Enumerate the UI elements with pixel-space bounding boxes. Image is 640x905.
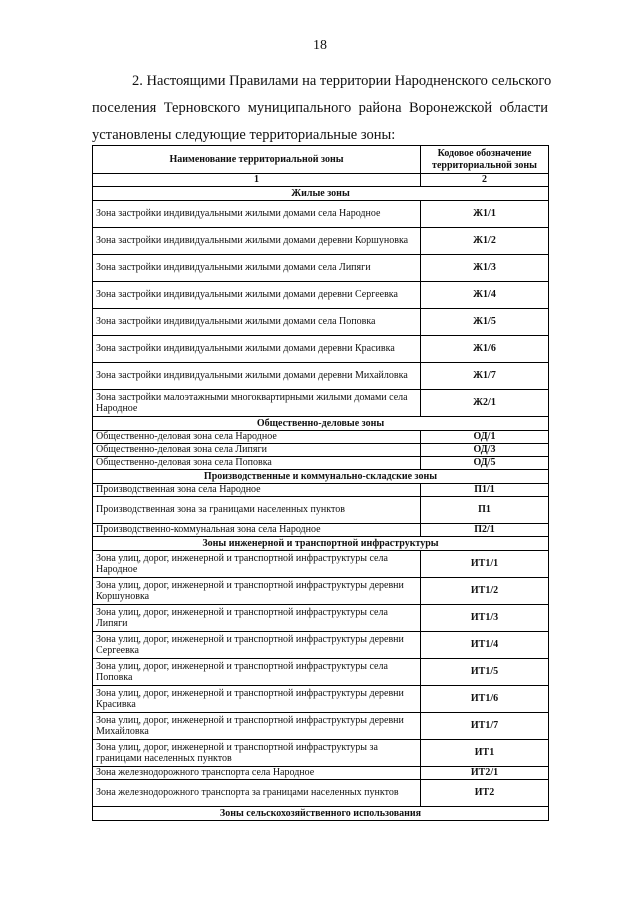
- table-row: [93, 659, 549, 686]
- intro-line: 2. Настоящими Правилами на территории Народненского сельского: [132, 73, 552, 89]
- zone-code-cell: ИТ1/2: [421, 578, 549, 605]
- territorial-zones-table: [92, 145, 549, 821]
- zone-name-cell: Зона железнодорожного транспорта села Народное: [93, 767, 421, 780]
- zone-code-cell: Ж1/1: [421, 201, 549, 228]
- zone-name-cell: Зона улиц, дорог, инженерной и транспортной инфраструктуры села Народное: [93, 551, 421, 578]
- intro-line: поселения Терновского муниципального района Воронежской области: [92, 100, 548, 116]
- section-title: Жилые зоны: [93, 187, 549, 201]
- table-row: [93, 282, 549, 309]
- zone-code-cell: ИТ1/1: [421, 551, 549, 578]
- zone-name-cell: Зона улиц, дорог, инженерной и транспортной инфраструктуры села Поповка: [93, 659, 421, 686]
- zone-code-cell: ОД/1: [421, 431, 549, 444]
- table-row: [93, 255, 549, 282]
- column-number-2: 2: [421, 174, 549, 187]
- table-row: [93, 686, 549, 713]
- zone-code-cell: ИТ1/6: [421, 686, 549, 713]
- zone-code-cell: Ж1/7: [421, 363, 549, 390]
- intro-line: установлены следующие территориальные зоны:: [92, 127, 396, 143]
- table-row: [93, 740, 549, 767]
- zone-code-cell: П1/1: [421, 484, 549, 497]
- zone-code-cell: Ж1/5: [421, 309, 549, 336]
- zone-code-cell: ОД/5: [421, 457, 549, 470]
- section-row: [93, 187, 549, 201]
- section-row: [93, 470, 549, 484]
- zone-code-cell: ИТ2/1: [421, 767, 549, 780]
- page-number: 18: [313, 38, 327, 53]
- section-title: Зоны инженерной и транспортной инфраструктуры: [93, 537, 549, 551]
- zone-name-cell: Зона улиц, дорог, инженерной и транспортной инфраструктуры деревни Коршуновка: [93, 578, 421, 605]
- table-row: [93, 309, 549, 336]
- table-row: [93, 457, 549, 470]
- header-zone-code: Кодовое обозначение территориальной зоны: [421, 146, 549, 174]
- column-number-row: [93, 174, 549, 187]
- table-row: [93, 780, 549, 807]
- zone-code-cell: ИТ2: [421, 780, 549, 807]
- table-row: [93, 336, 549, 363]
- table-row: [93, 767, 549, 780]
- zone-name-cell: Зона застройки индивидуальными жилыми домами деревни Михайловка: [93, 363, 421, 390]
- zone-name-cell: Зона застройки индивидуальными жилыми домами села Липяги: [93, 255, 421, 282]
- zone-code-cell: Ж1/3: [421, 255, 549, 282]
- zone-name-cell: Зона улиц, дорог, инженерной и транспортной инфраструктуры деревни Красивка: [93, 686, 421, 713]
- table-row: [93, 632, 549, 659]
- zone-name-cell: Зона улиц, дорог, инженерной и транспортной инфраструктуры деревни Сергеевка: [93, 632, 421, 659]
- table-row: [93, 551, 549, 578]
- zone-name-cell: Зона улиц, дорог, инженерной и транспортной инфраструктуры села Липяги: [93, 605, 421, 632]
- zone-name-cell: Зона застройки индивидуальными жилыми домами деревни Сергеевка: [93, 282, 421, 309]
- zone-name-cell: Общественно-деловая зона села Народное: [93, 431, 421, 444]
- table-row: [93, 444, 549, 457]
- zone-name-cell: Зона застройки малоэтажными многоквартирными жилыми домами села Народное: [93, 390, 421, 417]
- zone-code-cell: Ж1/6: [421, 336, 549, 363]
- zone-code-cell: П2/1: [421, 524, 549, 537]
- zone-name-cell: Зона улиц, дорог, инженерной и транспортной инфраструктуры за границами населенных пунктов: [93, 740, 421, 767]
- zone-code-cell: ОД/3: [421, 444, 549, 457]
- zone-code-cell: ИТ1/5: [421, 659, 549, 686]
- table-row: [93, 228, 549, 255]
- table-row: [93, 524, 549, 537]
- table-row: [93, 605, 549, 632]
- table-row: [93, 201, 549, 228]
- section-row: [93, 537, 549, 551]
- header-zone-name: Наименование территориальной зоны: [93, 146, 421, 174]
- table-header-row: [93, 146, 549, 174]
- zone-code-cell: П1: [421, 497, 549, 524]
- zone-name-cell: Зона застройки индивидуальными жилыми домами села Народное: [93, 201, 421, 228]
- zone-name-cell: Зона застройки индивидуальными жилыми домами села Поповка: [93, 309, 421, 336]
- zone-code-cell: ИТ1/4: [421, 632, 549, 659]
- table-row: [93, 390, 549, 417]
- table-row: [93, 578, 549, 605]
- table-row: [93, 713, 549, 740]
- zone-code-cell: ИТ1/3: [421, 605, 549, 632]
- zone-name-cell: Зона железнодорожного транспорта за границами населенных пунктов: [93, 780, 421, 807]
- table-row: [93, 497, 549, 524]
- zone-code-cell: Ж1/2: [421, 228, 549, 255]
- table-row: [93, 363, 549, 390]
- zone-code-cell: Ж1/4: [421, 282, 549, 309]
- zone-name-cell: Производственная зона за границами населенных пунктов: [93, 497, 421, 524]
- section-title: Производственные и коммунально-складские зоны: [93, 470, 549, 484]
- section-title: Общественно-деловые зоны: [93, 417, 549, 431]
- zone-code-cell: ИТ1/7: [421, 713, 549, 740]
- table-row: [93, 431, 549, 444]
- zone-name-cell: Зона застройки индивидуальными жилыми домами деревни Красивка: [93, 336, 421, 363]
- zone-name-cell: Зона застройки индивидуальными жилыми домами деревни Коршуновка: [93, 228, 421, 255]
- zone-code-cell: ИТ1: [421, 740, 549, 767]
- zone-name-cell: Производственно-коммунальная зона села Народное: [93, 524, 421, 537]
- zone-name-cell: Производственная зона села Народное: [93, 484, 421, 497]
- column-number-1: 1: [93, 174, 421, 187]
- intro-paragraph: [92, 68, 552, 149]
- section-title: Зоны сельскохозяйственного использования: [93, 807, 549, 821]
- zone-code-cell: Ж2/1: [421, 390, 549, 417]
- section-row: [93, 417, 549, 431]
- section-row: [93, 807, 549, 821]
- zone-name-cell: Зона улиц, дорог, инженерной и транспортной инфраструктуры деревни Михайловка: [93, 713, 421, 740]
- table-row: [93, 484, 549, 497]
- zone-name-cell: Общественно-деловая зона села Липяги: [93, 444, 421, 457]
- zone-name-cell: Общественно-деловая зона села Поповка: [93, 457, 421, 470]
